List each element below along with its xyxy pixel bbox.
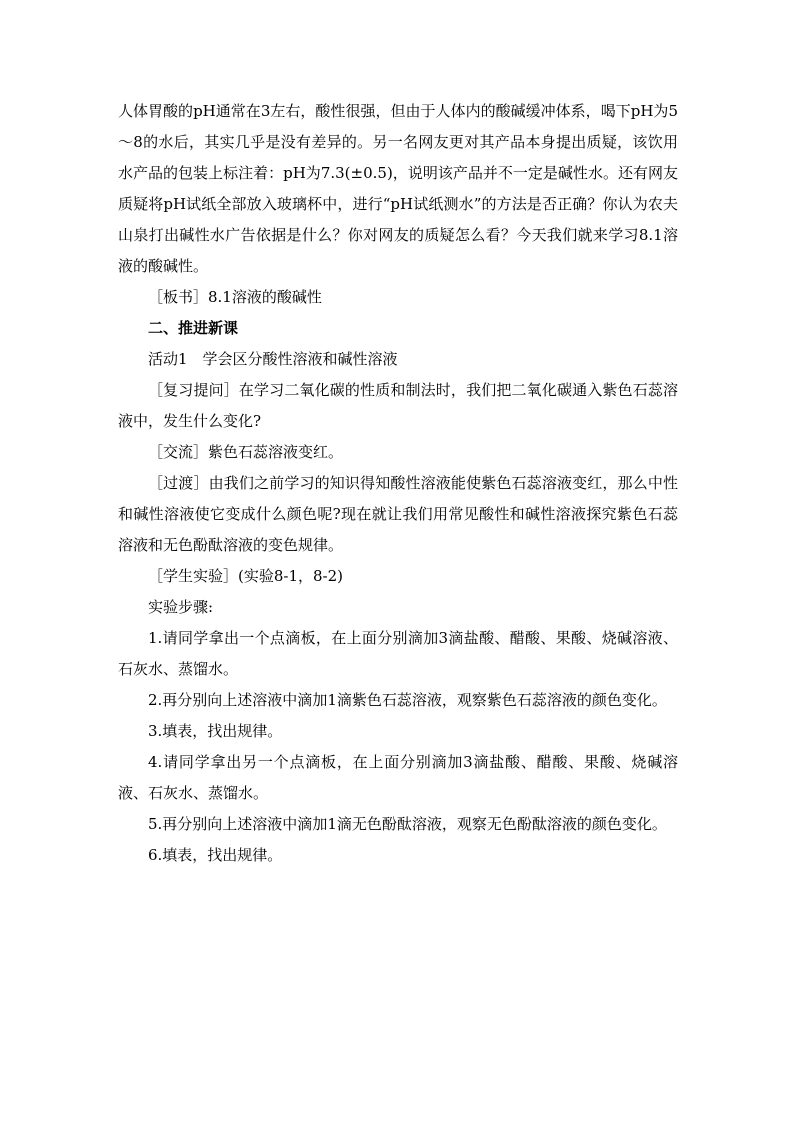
step-item: 5.再分别向上述溶液中滴加1滴无色酚酞溶液，观察无色酚酞溶液的颜色变化。 bbox=[148, 815, 667, 833]
review-question: ［复习提问］在学习二氧化碳的性质和制法时，我们把二氧化碳通入紫色石蕊溶液中，发生什么变化? bbox=[118, 381, 678, 430]
steps-label: 实验步骤: bbox=[148, 598, 214, 616]
step-item: 2.再分别向上述溶液中滴加1滴紫色石蕊溶液，观察紫色石蕊溶液的颜色变化。 bbox=[148, 691, 667, 709]
step-item: 6.填表，找出规律。 bbox=[148, 846, 283, 864]
document-page bbox=[118, 96, 678, 871]
activity-title: 活动1 学会区分酸性溶液和碱性溶液 bbox=[148, 350, 398, 368]
student-experiment: ［学生实验］(实验8-1，8-2) bbox=[148, 567, 344, 585]
section-heading: 二、推进新课 bbox=[148, 319, 239, 337]
step-item: 4.请同学拿出另一个点滴板，在上面分别滴加3滴盐酸、醋酸、果酸、烧碱溶液、石灰水、蒸馏水。 bbox=[118, 753, 678, 802]
step-item: 3.填表，找出规律。 bbox=[148, 722, 283, 740]
step-item: 1.请同学拿出一个点滴板，在上面分别滴加3滴盐酸、醋酸、果酸、烧碱溶液、石灰水、蒸馏水。 bbox=[118, 629, 678, 678]
intro-paragraph: 人体胃酸的pH通常在3左右，酸性很强，但由于人体内的酸碱缓冲体系，喝下pH为5～8的水后，其实几乎是没有差异的。另一名网友更对其产品本身提出质疑，该饮用水产品的包装上标注着：pH为7.3(±0.5)，说明该产品并不一定是碱性水。还有网友质疑将pH试纸全部放入玻璃杯中，进行“pH试纸测水”的方法是否正确？你认为农夫山泉打出碱性水广告依据是什么？你对网友的质疑怎么看？今天我们就来学习8.1溶液的酸碱性。 bbox=[118, 102, 678, 275]
transition-paragraph: ［过渡］由我们之前学习的知识得知酸性溶液能使紫色石蕊溶液变红，那么中性和碱性溶液使它变成什么颜色呢?现在就让我们用常见酸性和碱性溶液探究紫色石蕊溶液和无色酚酞溶液的变色规律。 bbox=[118, 474, 678, 554]
blackboard-note: ［板书］8.1溶液的酸碱性 bbox=[148, 288, 322, 306]
exchange-note: ［交流］紫色石蕊溶液变红。 bbox=[148, 443, 344, 461]
